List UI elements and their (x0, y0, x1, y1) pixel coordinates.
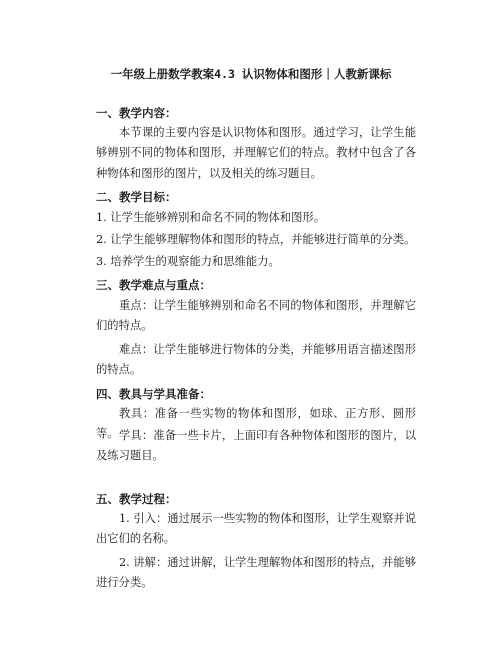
section-heading-process: 五、教学过程： (96, 492, 177, 506)
student-materials-paragraph: 学具：准备一些卡片，上面印有各种物体和图形的图片，以及练习题目。 (96, 429, 416, 463)
section-heading-goals: 二、教学目标： (96, 190, 177, 204)
section-heading-materials: 四、教具与学具准备： (96, 387, 211, 401)
section-heading-content: 一、教学内容： (96, 106, 177, 120)
goal-item: 2. 让学生能够理解物体和图形的特点，并能够进行简单的分类。 (96, 233, 416, 246)
section-heading-key-points: 三、教学难点与重点： (96, 278, 211, 292)
teaching-aids-paragraph: 教具：准备一些实物的物体和图形，如球、正方形、圆形等。 (96, 407, 416, 441)
goal-item: 1. 让学生能够辨别和命名不同的物体和图形。 (96, 211, 326, 224)
key-point-paragraph: 重点：让学生能够辨别和命名不同的物体和图形，并理解它们的特点。 (96, 299, 416, 333)
difficulty-paragraph: 难点：让学生能够进行物体的分类，并能够用语言描述图形的特点。 (96, 343, 416, 377)
document-title: 一年级上册数学教案4.3 认识物体和图形｜人教新课标 (110, 67, 392, 81)
goal-item: 3. 培养学生的观察能力和思维能力。 (96, 255, 280, 268)
content-paragraph: 本节课的主要内容是认识物体和图形。通过学习，让学生能够辨别不同的物体和图形，并理解它们的特点。教材中包含了各种物体和图形的图片，以及相关的练习题目。 (96, 126, 416, 180)
process-step-paragraph: 1. 引入：通过展示一些实物的物体和图形，让学生观察并说出它们的名称。 (96, 512, 416, 546)
process-step-paragraph: 2. 讲解：通过讲解，让学生理解物体和图形的特点，并能够进行分类。 (96, 556, 416, 590)
